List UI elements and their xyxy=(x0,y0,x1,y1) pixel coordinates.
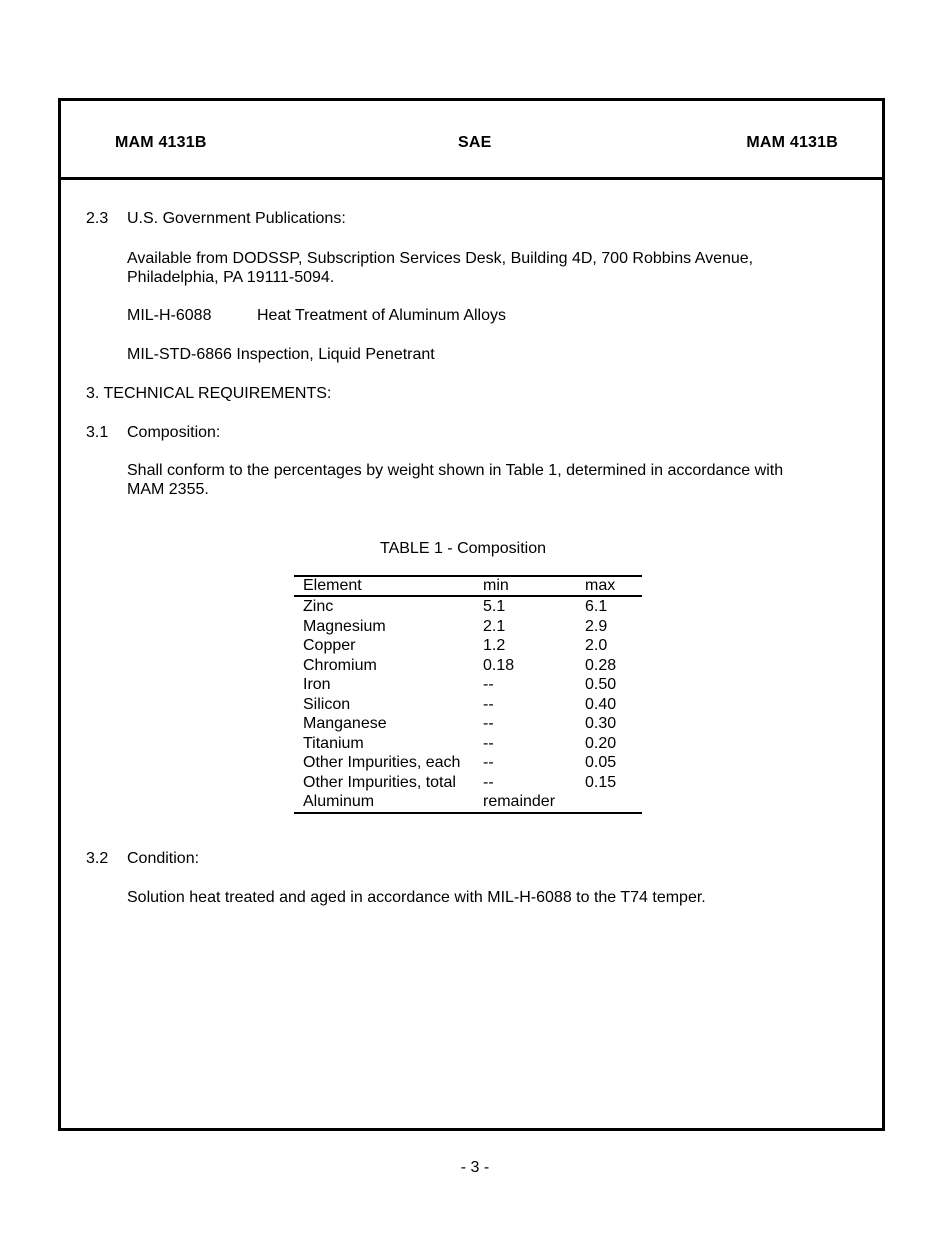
section-3-1-title: Composition: xyxy=(127,424,221,441)
cell-min: 0.18 xyxy=(483,656,515,674)
header-doc-id-left: MAM 4131B xyxy=(115,134,207,151)
section-3-heading: 3. TECHNICAL REQUIREMENTS: xyxy=(86,385,332,402)
cell-min: -- xyxy=(483,695,494,713)
cell-min: remainder xyxy=(483,792,585,813)
cell-element: Titanium xyxy=(303,734,364,752)
table-row xyxy=(294,792,642,813)
table-header-row xyxy=(294,576,642,596)
cell-element: Zinc xyxy=(303,598,334,615)
cell-element: Other Impurities, total xyxy=(303,773,456,791)
table-row xyxy=(294,675,642,695)
cell-max: 0.20 xyxy=(585,734,617,752)
reference-mil-std-6866: MIL-STD-6866 Inspection, Liquid Penetrant xyxy=(127,346,435,363)
cell-max: 0.50 xyxy=(585,676,617,693)
section-3-2-title: Condition: xyxy=(127,850,200,867)
cell-max: 0.28 xyxy=(585,656,617,674)
cell-element: Silicon xyxy=(303,695,351,713)
cell-min: 2.1 xyxy=(483,617,506,635)
reference-title-heat-treatment: Heat Treatment of Aluminum Alloys xyxy=(257,307,506,324)
cell-max: 0.15 xyxy=(585,773,617,791)
column-header-max: max xyxy=(585,576,642,596)
page-header xyxy=(61,101,882,180)
table-row xyxy=(294,773,642,793)
composition-table xyxy=(294,575,642,814)
section-3-1-text-line2: MAM 2355. xyxy=(127,481,209,498)
cell-min: 1.2 xyxy=(483,637,506,654)
section-3-2-text: Solution heat treated and aged in accordance with MIL-H-6088 to the T74 temper. xyxy=(127,889,706,906)
cell-element: Manganese xyxy=(303,715,387,732)
table-row xyxy=(294,656,642,676)
cell-min: 5.1 xyxy=(483,598,506,615)
cell-element: Magnesium xyxy=(303,617,386,635)
column-header-min: min xyxy=(483,576,585,596)
cell-max: 0.30 xyxy=(585,715,617,732)
cell-max: 0.40 xyxy=(585,695,617,713)
cell-element: Chromium xyxy=(303,656,377,674)
header-doc-id-right: MAM 4131B xyxy=(746,134,838,151)
section-2-3-availability-line1: Available from DODSSP, Subscription Services Desk, Building 4D, 700 Robbins Avenue, xyxy=(127,250,754,267)
cell-max: 2.9 xyxy=(585,617,608,635)
table-row xyxy=(294,714,642,734)
section-3-1-number: 3.1 xyxy=(86,424,109,441)
section-2-3-availability-line2: Philadelphia, PA 19111-5094. xyxy=(127,269,335,286)
table-row xyxy=(294,636,642,656)
section-3-2-number: 3.2 xyxy=(86,850,109,867)
cell-element: Other Impurities, each xyxy=(303,754,461,771)
cell-min: -- xyxy=(483,676,494,693)
page-number: - 3 - xyxy=(460,1159,490,1176)
table-row xyxy=(294,753,642,773)
table-caption: TABLE 1 - Composition xyxy=(380,540,546,557)
cell-max: 0.05 xyxy=(585,754,617,771)
cell-min: -- xyxy=(483,754,494,771)
cell-element: Iron xyxy=(303,676,331,693)
table-row xyxy=(294,596,642,617)
cell-max: 6.1 xyxy=(585,598,608,615)
section-2-3-title: U.S. Government Publications: xyxy=(127,210,346,227)
cell-element: Copper xyxy=(303,637,356,654)
column-header-element: Element xyxy=(294,576,483,596)
cell-element: Aluminum xyxy=(294,792,483,813)
cell-min: -- xyxy=(483,773,494,791)
reference-code-mil-h-6088: MIL-H-6088 xyxy=(127,307,212,324)
cell-max xyxy=(585,792,642,813)
cell-min: -- xyxy=(483,715,494,732)
cell-min: -- xyxy=(483,734,494,752)
cell-max: 2.0 xyxy=(585,637,608,654)
table-row xyxy=(294,734,642,754)
table-row xyxy=(294,617,642,637)
section-3-1-text-line1: Shall conform to the percentages by weight shown in Table 1, determined in accordance with xyxy=(127,462,784,479)
header-org: SAE xyxy=(458,134,492,151)
section-2-3-number: 2.3 xyxy=(86,210,109,227)
table-row xyxy=(294,695,642,715)
